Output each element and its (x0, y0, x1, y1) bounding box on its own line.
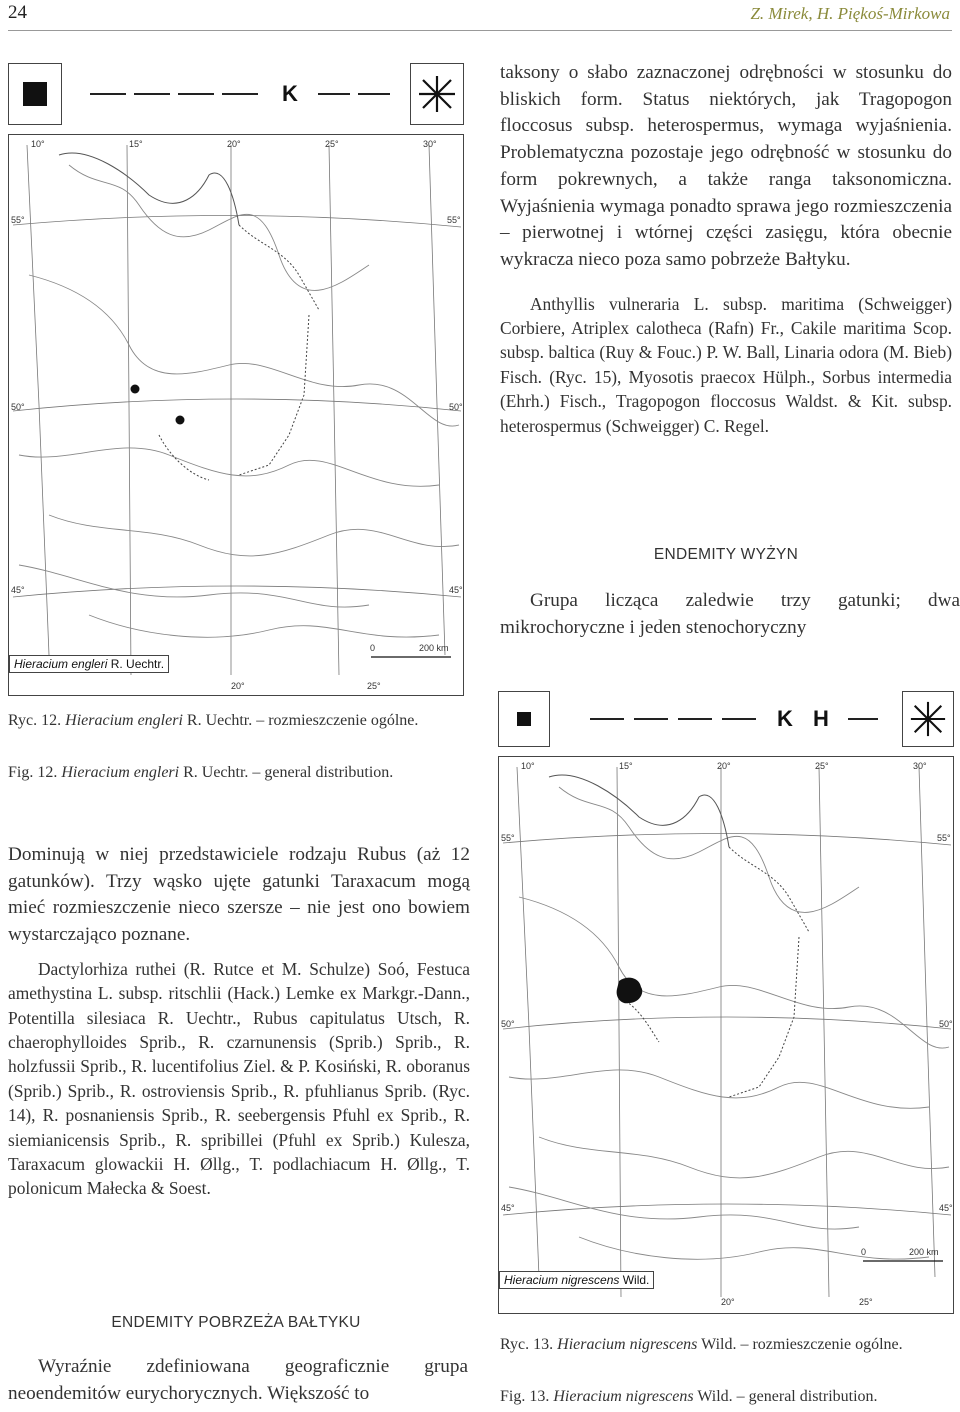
caption-species: Hieracium engleri (65, 712, 183, 729)
bottom-lon-label: 25° (367, 681, 381, 691)
header-rule (8, 30, 952, 31)
lon-label: 25° (815, 761, 829, 771)
legend-dash (134, 93, 170, 95)
caption-prefix: Ryc. 13. (500, 1336, 558, 1353)
caption-rest: Wild. – general distribution. (693, 1388, 878, 1405)
lat-label: 45° (939, 1203, 953, 1213)
asterisk-icon (909, 700, 947, 738)
uplands-para: Grupa licząca zaledwie trzy gatunki; dwa mikrochoryczne i jeden stenochoryczny (500, 590, 960, 638)
caption-species: Hieracium nigrescens (557, 1336, 698, 1353)
left-section-para (8, 1354, 468, 1407)
lon-label: 10° (31, 139, 45, 149)
distribution-map (498, 756, 954, 1314)
map-species-label (499, 1271, 654, 1289)
lat-label: 45° (449, 585, 463, 595)
map-species-name: Hieracium nigrescens (504, 1273, 620, 1287)
scale-length: 200 km (419, 643, 449, 653)
lon-label: 25° (325, 139, 339, 149)
caption-species: Hieracium nigrescens (553, 1388, 694, 1405)
section-title-uplands: ENDEMITY WYŻYN (653, 546, 799, 563)
legend-dash (222, 93, 258, 95)
lat-label: 55° (11, 215, 25, 225)
legend-dash (318, 93, 350, 95)
legend-asterisk-symbol (410, 63, 464, 125)
left-column (8, 842, 470, 1201)
lat-label: 55° (937, 833, 951, 843)
filled-square-icon (23, 82, 47, 106)
distribution-map (8, 134, 464, 696)
filled-square-icon (517, 712, 531, 726)
figure-13-caption-pl (500, 1334, 956, 1357)
right-para-1: taksony o słabo zaznaczonej odrębności w stosunku do bliskich form. Status niektórych, jak Tragopogon floccosus subsp. heterospermus, wymaga wyjaśnienia. Problematyczna pozostaje jego odrębność w stosunku do form pokrewnych, a także ranga taksonomiczna. Wyjaśnienia wymaga ponadto sprawa jego rozmieszczenia – pierwotnej i wtórnej części zasięgu, która obecnie wykracza nieco poza samo pobrzeże Bałtyku. (500, 62, 952, 270)
map-species-label (9, 655, 169, 673)
map-drawing (9, 135, 463, 695)
caption-rest: Wild. – rozmieszczenie ogólne. (697, 1336, 903, 1353)
legend-dash (358, 93, 390, 95)
lon-label: 20° (227, 139, 241, 149)
figure-12-caption-pl (8, 710, 464, 733)
scale-zero: 0 (370, 643, 376, 653)
lat-label: 50° (501, 1019, 515, 1029)
bottom-lon-label: 20° (231, 681, 245, 691)
scale-zero: 0 (861, 1247, 867, 1257)
legend-dash (178, 93, 214, 95)
asterisk-icon (417, 74, 457, 114)
lon-label: 30° (423, 139, 437, 149)
right-species-list: Anthyllis vulneraria L. subsp. maritima (Schweigger) Corbiere, Atriplex calotheca (Rafn) Fr., Cakile maritima Scop. subsp. baltica (Ruy & Fouc.) P. W. Ball, Linaria odora (M. Bieb) Fisch. (Ryc. 15), Myosotis praecox Hülph., Sorbus intermedia (Ehrh.) Fisch., Tragopogon floccosus Waldst. & Kit. subsp. heterospermus (Schweigger) C. Regel. (500, 293, 952, 436)
caption-rest: R. Uechtr. – rozmieszczenie ogólne. (182, 712, 419, 729)
lat-label: 55° (447, 215, 461, 225)
map-species-author: R. Uechtr. (107, 657, 165, 671)
figure-13 (498, 688, 954, 1316)
scale-length: 200 km (909, 1247, 939, 1257)
lon-label: 20° (717, 761, 731, 771)
map-species-name: Hieracium engleri (14, 657, 108, 671)
lon-label: 30° (913, 761, 927, 771)
caption-prefix: Fig. 12. (8, 764, 62, 781)
lon-label: 15° (619, 761, 633, 771)
lat-label: 45° (501, 1203, 515, 1213)
lon-label: 15° (129, 139, 143, 149)
caption-rest: R. Uechtr. – general distribution. (179, 764, 394, 781)
lat-label: 50° (11, 402, 25, 412)
lat-label: 45° (11, 585, 25, 595)
caption-prefix: Fig. 13. (500, 1388, 554, 1405)
baltic-para: Wyraźnie zdefiniowana geograficznie grupa neoendemitów eurychorycznych. Większość to (8, 1356, 468, 1404)
legend-dash (678, 718, 712, 720)
right-column (500, 60, 952, 438)
left-species-list: Dactylorhiza ruthei (R. Rutce et M. Schulze) Soó, Festuca amethystina L. subsp. ritschlii (Hack.) Lemke ex Markgr.-Dann., Potentilla silesiaca R. Uechtr., Rubus capitulatus Utsch, R. chaerophylloides Sprib., R. czarnunensis (Sprib.) Sprib., R. holzfussii Sprib., R. lucentifolius Ziel. & P. Kosiński, R. oboranus (Sprib.) Sprib., R. ostroviensis Sprib., R. pfuhlianus Sprib. (Ryc. 14), R. posnaniensis Sprib., R. seebergensis Pfuhl ex Sprib., R. siemianicensis Sprib., R. spribillei (Pfuhl ex Sprib.) Kulesza, Taraxacum glowackii H. Øllg., T. podlachiacum H. Øllg., T. polonicum Małecka & Soest. (8, 958, 470, 1199)
lat-label: 50° (939, 1019, 953, 1029)
section-title-baltic: ENDEMITY POBRZEŻA BAŁTYKU (111, 1314, 361, 1331)
left-para-1: Dominują w niej przedstawiciele rodzaju Rubus (aż 12 gatunków). Trzy wąsko ujęte gatunki Taraxacum mogą mieć rozmieszczenie nieco szersze – nie jest ono bowiem wystarczająco poznane. (8, 844, 470, 946)
figure-13-caption-en (500, 1386, 956, 1409)
legend-dash (634, 718, 668, 720)
legend-letter-k: K (282, 81, 298, 106)
legend-dash (90, 93, 126, 95)
right-section-para (500, 588, 960, 641)
running-header-authors: Z. Mirek, H. Piękoś-Mirkowa (750, 4, 950, 23)
legend-square-symbol (8, 63, 62, 125)
caption-species: Hieracium engleri (61, 764, 180, 781)
caption-prefix: Ryc. 12. (8, 712, 66, 729)
figure-12-caption-en (8, 762, 464, 785)
legend-letter-h: H (813, 706, 829, 731)
map-species-author: Wild. (619, 1273, 650, 1287)
bottom-lon-label: 20° (721, 1297, 735, 1307)
figure-12 (8, 56, 464, 696)
bottom-lon-label: 25° (859, 1297, 873, 1307)
lat-label: 55° (501, 833, 515, 843)
legend-dash (722, 718, 756, 720)
lon-label: 10° (521, 761, 535, 771)
lat-label: 50° (449, 402, 463, 412)
legend-bar (8, 62, 464, 126)
legend-asterisk-symbol (902, 691, 954, 747)
legend-square-symbol (498, 691, 550, 747)
legend-dash (590, 718, 624, 720)
map-drawing (499, 757, 953, 1313)
legend-letter-k: K (777, 706, 793, 731)
legend-dash (848, 718, 878, 720)
legend-bar (498, 690, 954, 748)
page-number: 24 (8, 2, 27, 23)
